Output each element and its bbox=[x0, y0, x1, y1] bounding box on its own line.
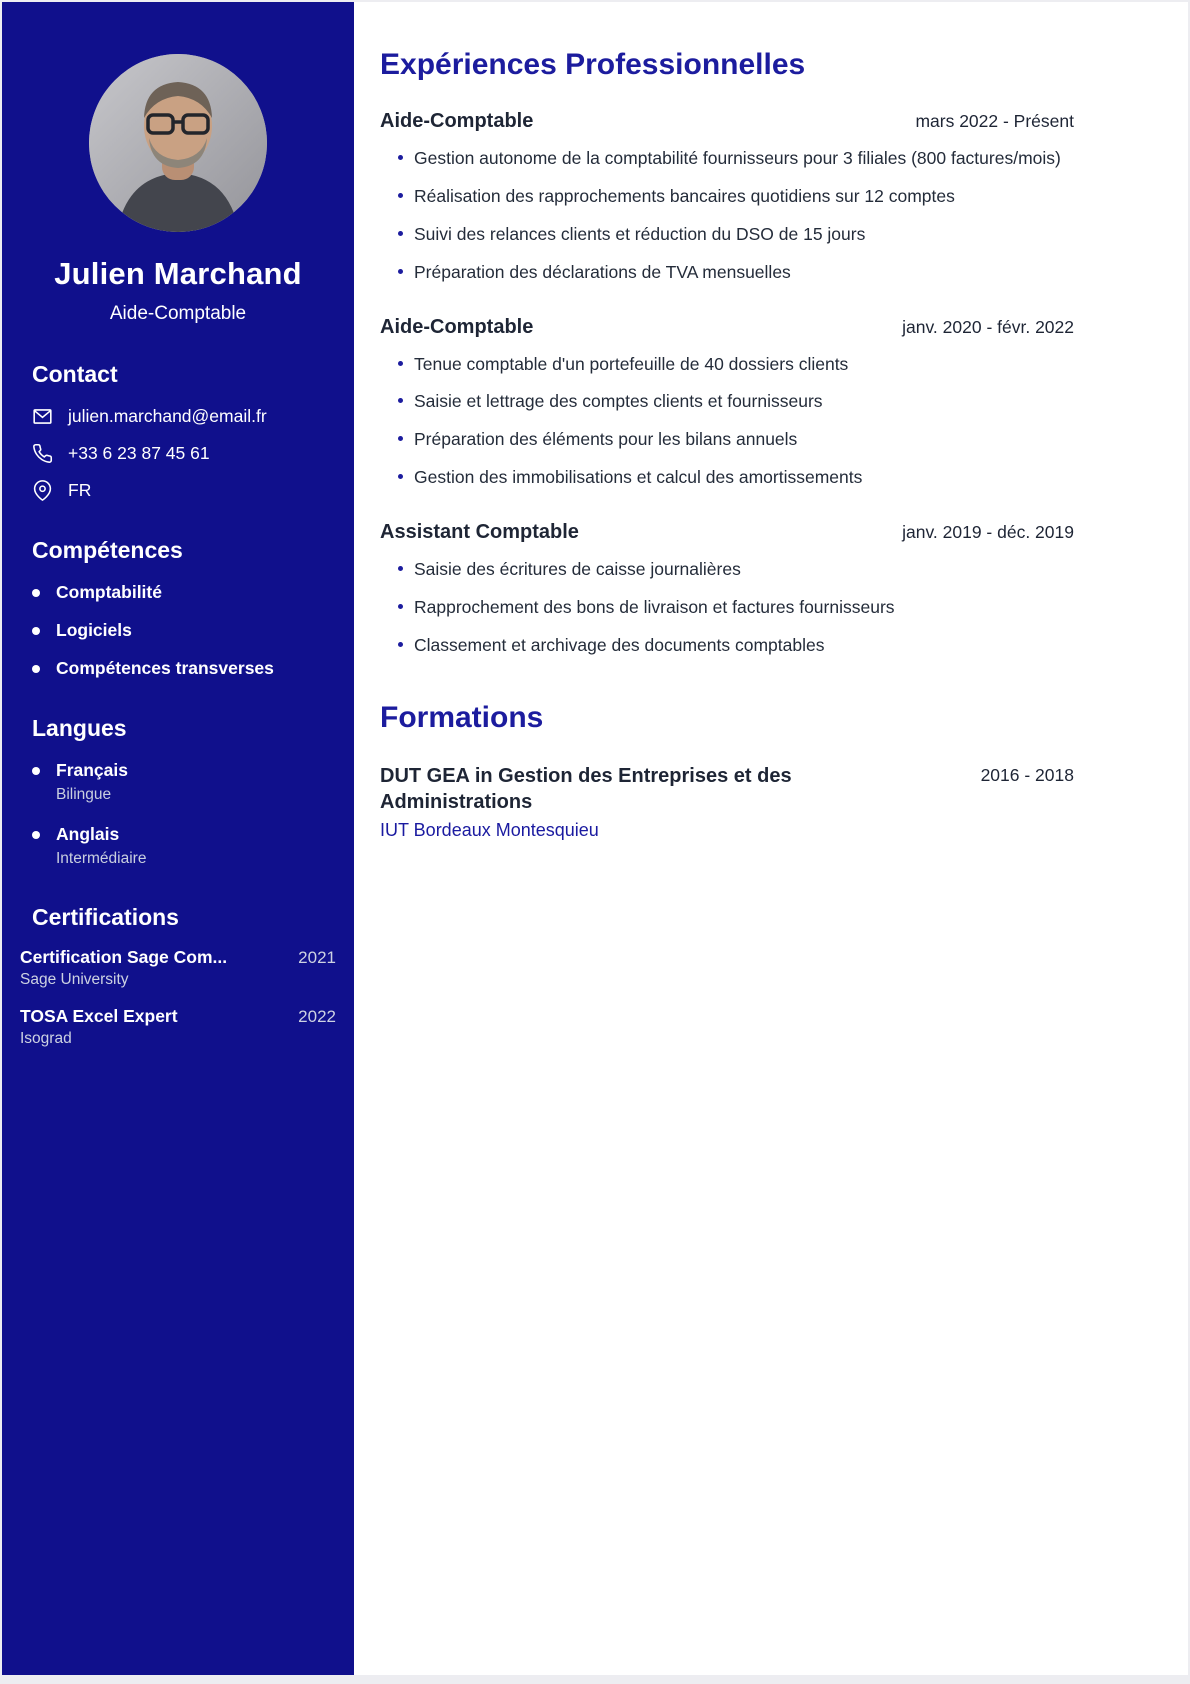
job-entry bbox=[380, 110, 1074, 286]
job-bullet: Saisie des écritures de caisse journalières bbox=[398, 557, 1074, 583]
bullet-dot-icon bbox=[32, 767, 40, 775]
certification-title: Certification Sage Com... bbox=[20, 947, 228, 967]
education-head bbox=[380, 763, 1074, 815]
formations-heading: Formations bbox=[380, 700, 544, 734]
contact-location-row bbox=[32, 480, 324, 501]
langues-section bbox=[2, 715, 354, 868]
candidate-title: Aide-Comptable bbox=[109, 303, 247, 324]
job-title: Assistant Comptable bbox=[380, 521, 579, 544]
contact-location: FR bbox=[68, 480, 92, 500]
language-name: Anglais bbox=[56, 824, 120, 844]
job-entry bbox=[380, 521, 1074, 659]
mail-icon bbox=[32, 406, 53, 427]
langues-heading: Langues bbox=[32, 715, 127, 741]
competence-label: Comptabilité bbox=[56, 582, 162, 602]
contact-section bbox=[2, 361, 354, 501]
job-head bbox=[380, 521, 1074, 544]
phone-icon bbox=[32, 443, 53, 464]
competence-item bbox=[32, 658, 324, 679]
job-bullet: Gestion des immobilisations et calcul des amortissements bbox=[398, 465, 1074, 491]
profile-photo bbox=[89, 54, 267, 232]
certification-year: 2022 bbox=[298, 1007, 336, 1026]
contact-heading: Contact bbox=[32, 361, 118, 387]
job-bullets bbox=[380, 146, 1074, 286]
certification-year: 2021 bbox=[298, 948, 336, 967]
job-bullet: Tenue comptable d'un portefeuille de 40 dossiers clients bbox=[398, 352, 1074, 378]
job-head bbox=[380, 316, 1074, 339]
competences-section bbox=[2, 537, 354, 679]
education-title: DUT GEA in Gestion des Entreprises et des Administrations bbox=[380, 764, 792, 813]
certification-item bbox=[20, 947, 336, 989]
candidate-name: Julien Marchand bbox=[54, 256, 302, 291]
job-head bbox=[380, 110, 1074, 133]
job-bullet: Saisie et lettrage des comptes clients et fournisseurs bbox=[398, 389, 1074, 415]
experience-heading: Expériences Professionnelles bbox=[380, 48, 806, 81]
competences-heading: Compétences bbox=[32, 537, 183, 563]
job-entry bbox=[380, 316, 1074, 492]
sidebar bbox=[2, 2, 354, 1675]
competence-label: Compétences transverses bbox=[56, 658, 274, 678]
job-bullet: Préparation des éléments pour les bilans annuels bbox=[398, 427, 1074, 453]
job-title: Aide-Comptable bbox=[380, 315, 534, 338]
job-bullet: Suivi des relances clients et réduction du DSO de 15 jours bbox=[398, 222, 1074, 248]
language-item bbox=[32, 824, 324, 868]
certification-issuer: Sage University bbox=[20, 971, 129, 988]
job-dates: janv. 2020 - févr. 2022 bbox=[902, 316, 1074, 337]
language-level: Intermédiaire bbox=[56, 850, 147, 867]
contact-email-row bbox=[32, 406, 324, 427]
bullet-dot-icon bbox=[32, 665, 40, 673]
language-name-row bbox=[32, 760, 324, 781]
competence-label: Logiciels bbox=[56, 620, 132, 640]
competence-item bbox=[32, 620, 324, 641]
job-bullets bbox=[380, 352, 1074, 492]
contact-phone: +33 6 23 87 45 61 bbox=[68, 443, 210, 463]
certification-item bbox=[20, 1006, 336, 1048]
location-pin-icon bbox=[32, 480, 53, 501]
language-item bbox=[32, 760, 324, 804]
education-dates: 2016 - 2018 bbox=[980, 764, 1074, 785]
contact-phone-row bbox=[32, 443, 324, 464]
certification-head bbox=[20, 947, 336, 968]
language-level: Bilingue bbox=[56, 786, 112, 803]
language-name: Français bbox=[56, 760, 128, 780]
bullet-dot-icon bbox=[32, 627, 40, 635]
job-bullet: Préparation des déclarations de TVA mensuelles bbox=[398, 260, 1074, 286]
bullet-dot-icon bbox=[32, 831, 40, 839]
job-bullets bbox=[380, 557, 1074, 659]
job-bullet: Réalisation des rapprochements bancaires quotidiens sur 12 comptes bbox=[398, 184, 1074, 210]
competence-item bbox=[32, 582, 324, 603]
education-school-link[interactable]: IUT Bordeaux Montesquieu bbox=[380, 819, 599, 840]
person-portrait-illustration bbox=[89, 54, 267, 232]
education-entry bbox=[380, 763, 1074, 841]
job-bullet: Gestion autonome de la comptabilité fournisseurs pour 3 filiales (800 factures/mois) bbox=[398, 146, 1074, 172]
certification-head bbox=[20, 1006, 336, 1027]
certification-title: TOSA Excel Expert bbox=[20, 1006, 178, 1026]
resume-page bbox=[2, 2, 1188, 1675]
main-content bbox=[354, 2, 1188, 1675]
job-bullet: Classement et archivage des documents comptables bbox=[398, 633, 1074, 659]
job-dates: mars 2022 - Présent bbox=[915, 111, 1074, 131]
certification-issuer: Isograd bbox=[20, 1030, 72, 1047]
job-dates: janv. 2019 - déc. 2019 bbox=[902, 522, 1074, 543]
job-bullet: Rapprochement des bons de livraison et factures fournisseurs bbox=[398, 595, 1074, 621]
bullet-dot-icon bbox=[32, 589, 40, 597]
certifications-section bbox=[2, 904, 354, 1048]
profile-photo-wrap bbox=[2, 54, 354, 232]
certifications-heading: Certifications bbox=[32, 904, 179, 930]
language-name-row bbox=[32, 824, 324, 845]
job-title: Aide-Comptable bbox=[380, 110, 534, 132]
contact-email: julien.marchand@email.fr bbox=[68, 406, 267, 426]
